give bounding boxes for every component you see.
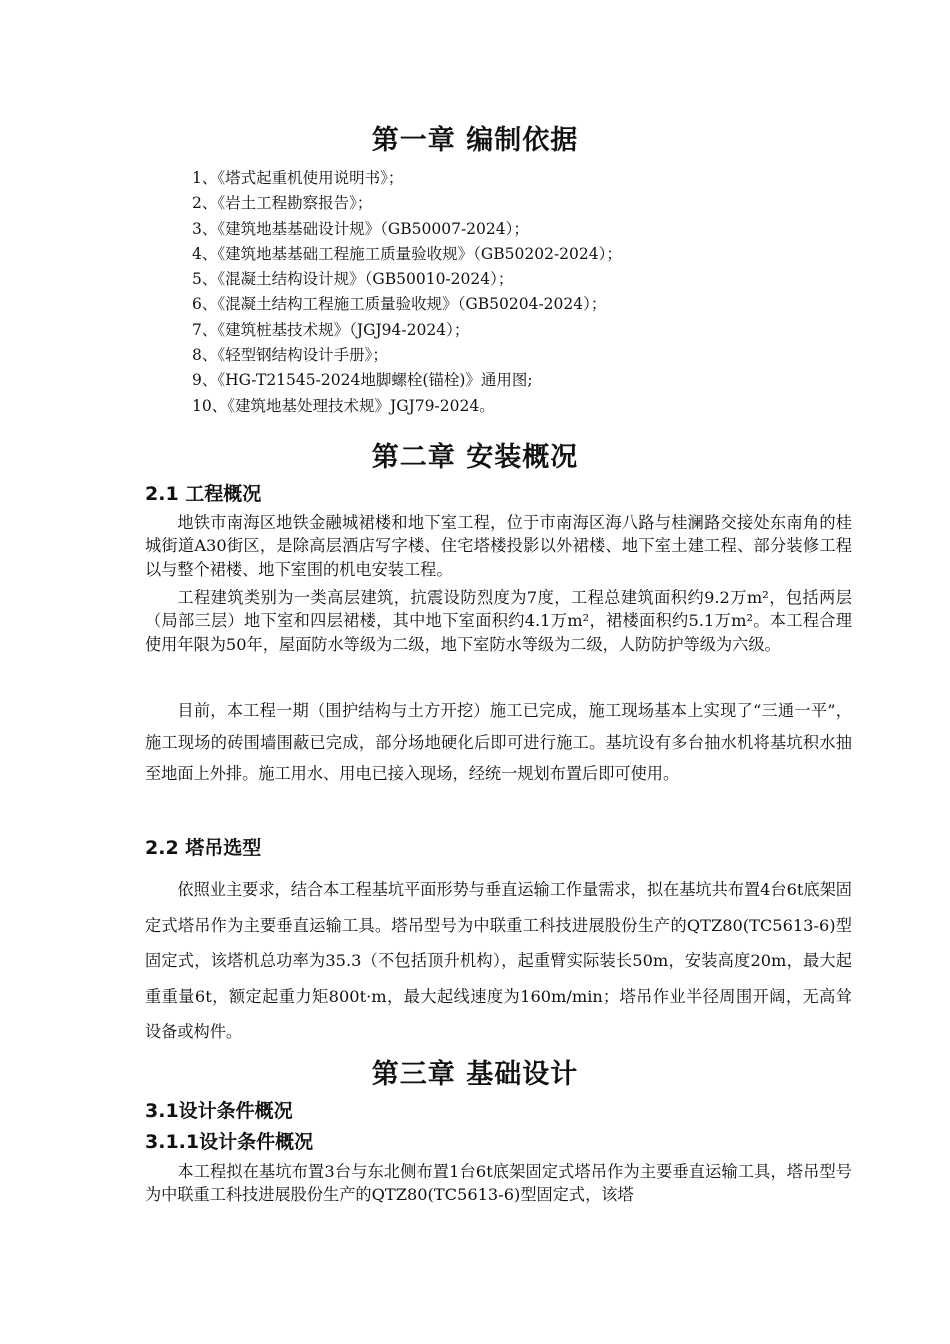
chapter-2-title: 第二章 安装概况 <box>371 442 579 473</box>
reference-item: 7、《建筑桩基技术规》（JGJ94-2024）； <box>192 320 470 339</box>
reference-item: 2、《岩土工程勘察报告》； <box>192 194 373 213</box>
reference-item: 1、《塔式起重机使用说明书》； <box>192 169 404 187</box>
section-2-1-paragraph-1: 地铁市南海区地铁金融城裙楼和地下室工程，位于市南海区海八路与桂澜路交接处东南角的桂城街道A30街区，是除高层酒店写字楼、住宅塔楼投影以外裙楼、地下室土建工程、部分装修工程以与整个裙楼、地下室围的机电安装工程。 <box>145 513 852 579</box>
reference-list <box>192 166 892 419</box>
section-2-1-heading: 2.1 工程概况 <box>145 483 262 505</box>
section-3-1-1-paragraph-1: 本工程拟在基坑布置3台与东北侧布置1台6t底架固定式塔吊作为主要垂直运输工具，塔吊型号为中联重工科技进展股份生产的QTZ80(TC5613-6)型固定式，该塔 <box>145 1162 852 1205</box>
reference-item: 8、《轻型钢结构设计手册》； <box>192 346 388 365</box>
reference-item: 5、《混凝土结构设计规》（GB50010-2024）； <box>192 270 514 289</box>
chapter-1-title: 第一章 编制依据 <box>371 125 579 156</box>
section-2-2-paragraph-1: 依照业主要求，结合本工程基坑平面形势与垂直运输工作量需求，拟在基坑共布置4台6t底架固定式塔吊作为主要垂直运输工具。塔吊型号为中联重工科技进展股份生产的QTZ80(TC5613-6)型固定式，该塔机总功率为35.3（不包括顶升机构），起重臂实际装长50m，安装高度20m，最大起重重量6t，额定起重力矩800t·m，最大起线速度为160m/min；塔吊作业半径周围开阔，无高耸设备或构件。 <box>145 880 852 1041</box>
section-2-2-heading: 2.2 塔吊选型 <box>145 837 262 859</box>
reference-item: 3、《建筑地基基础设计规》（GB50007-2024）； <box>192 219 529 238</box>
reference-item: 9、《HG-T21545-2024地脚螺栓(锚栓)》通用图; <box>192 371 533 390</box>
section-2-1-paragraph-3: 目前，本工程一期（围护结构与土方开挖）施工已完成，施工现场基本上实现了“三通一平”，施工现场的砖围墙围蔽已完成，部分场地硬化后即可进行施工。基坑设有多台抽水机将基坑积水抽至地面上外排。施工用水、用电已接入现场，经统一规划布置后即可使用。 <box>145 701 852 784</box>
chapter-3-title: 第三章 基础设计 <box>371 1059 579 1090</box>
section-2-1-paragraph-2: 工程建筑类别为一类高层建筑，抗震设防烈度为7度，工程总建筑面积约9.2万m²，包括两层（局部三层）地下室和四层裙楼，其中地下室面积约4.1万m²，裙楼面积约5.1万m²。本工程合理使用年限为50年，屋面防水等级为二级，地下室防水等级为二级，人防防护等级为六级。 <box>145 588 852 654</box>
section-3-1-heading: 3.1设计条件概况 <box>145 1100 293 1122</box>
section-3-1-1-heading: 3.1.1设计条件概况 <box>145 1131 314 1153</box>
reference-item: 10、《建筑地基处理技术规》JGJ79-2024。 <box>192 396 495 415</box>
reference-item: 6、《混凝土结构工程施工质量验收规》（GB50204-2024）； <box>192 295 607 314</box>
reference-item: 4、《建筑地基基础工程施工质量验收规》（GB50202-2024）； <box>192 244 622 263</box>
